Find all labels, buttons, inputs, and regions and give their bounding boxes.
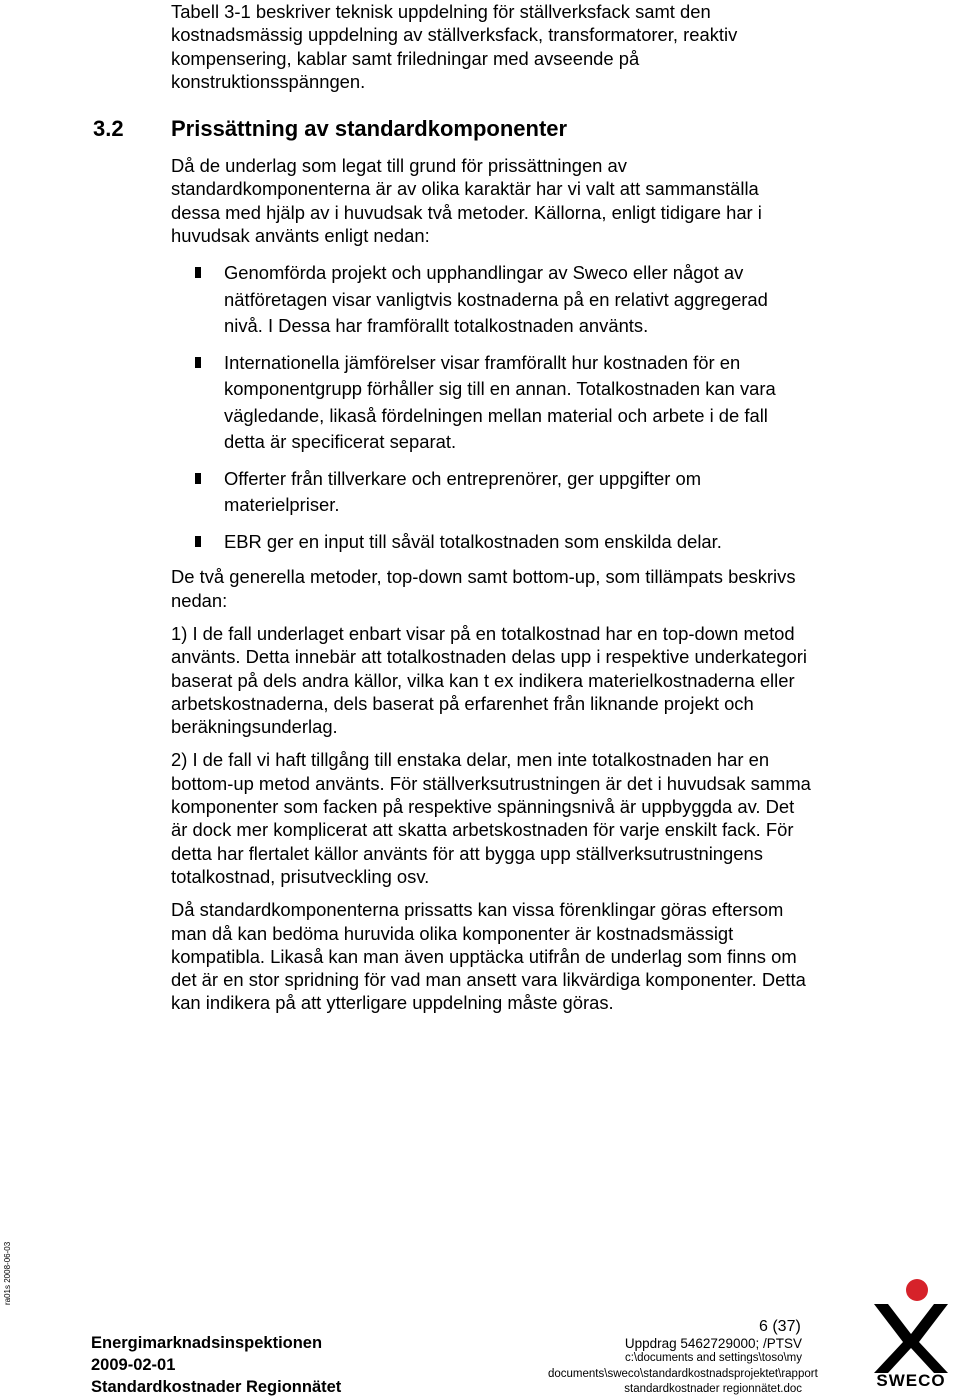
list-item-text: EBR ger en input till såväl totalkostnaden som enskilda delar. [224, 530, 722, 552]
square-bullet-icon [195, 267, 201, 278]
sweco-logo-icon [866, 1276, 956, 1376]
footer-path-line-3: standardkostnader regionnätet.doc [624, 1382, 802, 1395]
footer-organization: Energimarknadsinspektionen [91, 1334, 323, 1352]
footer-document-title: Standardkostnader Regionnätet [91, 1378, 342, 1396]
logo-cross [874, 1304, 948, 1373]
paragraph-top-down: 1) I de fall underlaget enbart visar på en totalkostnad har en top-down metod använts. Detta innebär att totalkostnaden delas upp i respektive underkategori baserat på dels andra källor, vilka kan t ex indikera materielkostnaderna eller arbetskostnaderna, dels baserat på erfarenhet från liknande projekt och beräkningsunderlag. [171, 622, 807, 738]
intro-paragraph: Tabell 3-1 beskriver teknisk uppdelning för ställverksfack samt den kostnadsmässig uppdelning av ställverksfack, transformatorer, reaktiv kompensering, kablar samt friledningar med avseende på konstruktionsspänngen. [171, 1, 738, 92]
paragraph-methods-intro: Då de underlag som legat till grund för prissättningen av standardkomponenterna är av olika karaktär har vi valt att sammanställa dessa med hjälp av i huvudsak två metoder. Källorna, enligt tidigare har i huvudsak använts enligt nedan: [171, 155, 762, 247]
footer-path-line-1: c:\documents and settings\toso\my [624, 1352, 802, 1365]
logo-dot [906, 1279, 928, 1301]
paragraph-bottom-up: 2) I de fall vi haft tillgång till enstaka delar, men inte totalkostnaden har en bottom-up metod använts. För ställverksutrustningen är det i huvudsak samma komponenter som facken på respektive spänningsnivå är uppbyggda av. Det är dock mer komplicerat att skatta arbetskostnaden för varje enskilt fack. För detta har flertalet källor använts för att bygga upp ställverksutrustningens totalkostnad, prisutveckling osv. [171, 749, 811, 887]
document-body [93, 0, 811, 1025]
footer-date: 2009-02-01 [91, 1356, 176, 1374]
sources-list [171, 260, 811, 555]
list-item-text: Genomförda projekt och upphandlingar av Sweco eller något av nätföretagen visar vanligtvis kostnaderna på en relativt aggregerad nivå. I Dessa har framförallt totalkostnaden använts. [224, 262, 768, 337]
list-item [171, 529, 811, 556]
footer-path-line-2: documents\sweco\standardkostnadsprojektet\rapport [548, 1367, 818, 1380]
section-number: 3.2 [93, 116, 124, 142]
paragraph-simplifications: Då standardkomponenterna prissatts kan vissa förenklingar göras eftersom man då kan bedöma huruvida olika komponenter är kostnadsmässigt kompatibla. Likaså kan man även upptäcka utifrån de underlag som finns om det är en stor spridning för vad man ansett vara likvärdiga komponenter. Detta kan indikera på att ytterligare uppdelning måste göras. [171, 899, 806, 1014]
template-code: ra01s 2008-06-03 [3, 1241, 12, 1305]
section-heading [93, 114, 811, 144]
list-item [171, 466, 811, 519]
list-item-text: Internationella jämförelser visar framförallt hur kostnaden för en komponentgrupp förhåller sig till en annan. Totalkostnaden kan vara vägledande, likaså fördelningen mellan material och arbete i de fall detta är specificerat separat. [224, 351, 776, 453]
list-item [171, 260, 811, 340]
footer-left [91, 1332, 341, 1398]
footer-right [548, 1336, 818, 1397]
page-number: 6 (37) [759, 1318, 801, 1335]
square-bullet-icon [195, 357, 201, 368]
sweco-logo [866, 1276, 956, 1394]
square-bullet-icon [195, 473, 201, 484]
paragraph-methods: De två generella metoder, top-down samt bottom-up, som tillämpats beskrivs nedan: [171, 566, 796, 611]
footer-assignment: Uppdrag 5462729000; /PTSV [624, 1336, 802, 1351]
list-item [171, 350, 811, 456]
list-item-text: Offerter från tillverkare och entreprenörer, ger uppgifter om materielpriser. [224, 467, 702, 516]
logo-text: SWECO [876, 1371, 946, 1390]
section-title: Prissättning av standardkomponenter [171, 116, 568, 142]
square-bullet-icon [195, 536, 201, 547]
